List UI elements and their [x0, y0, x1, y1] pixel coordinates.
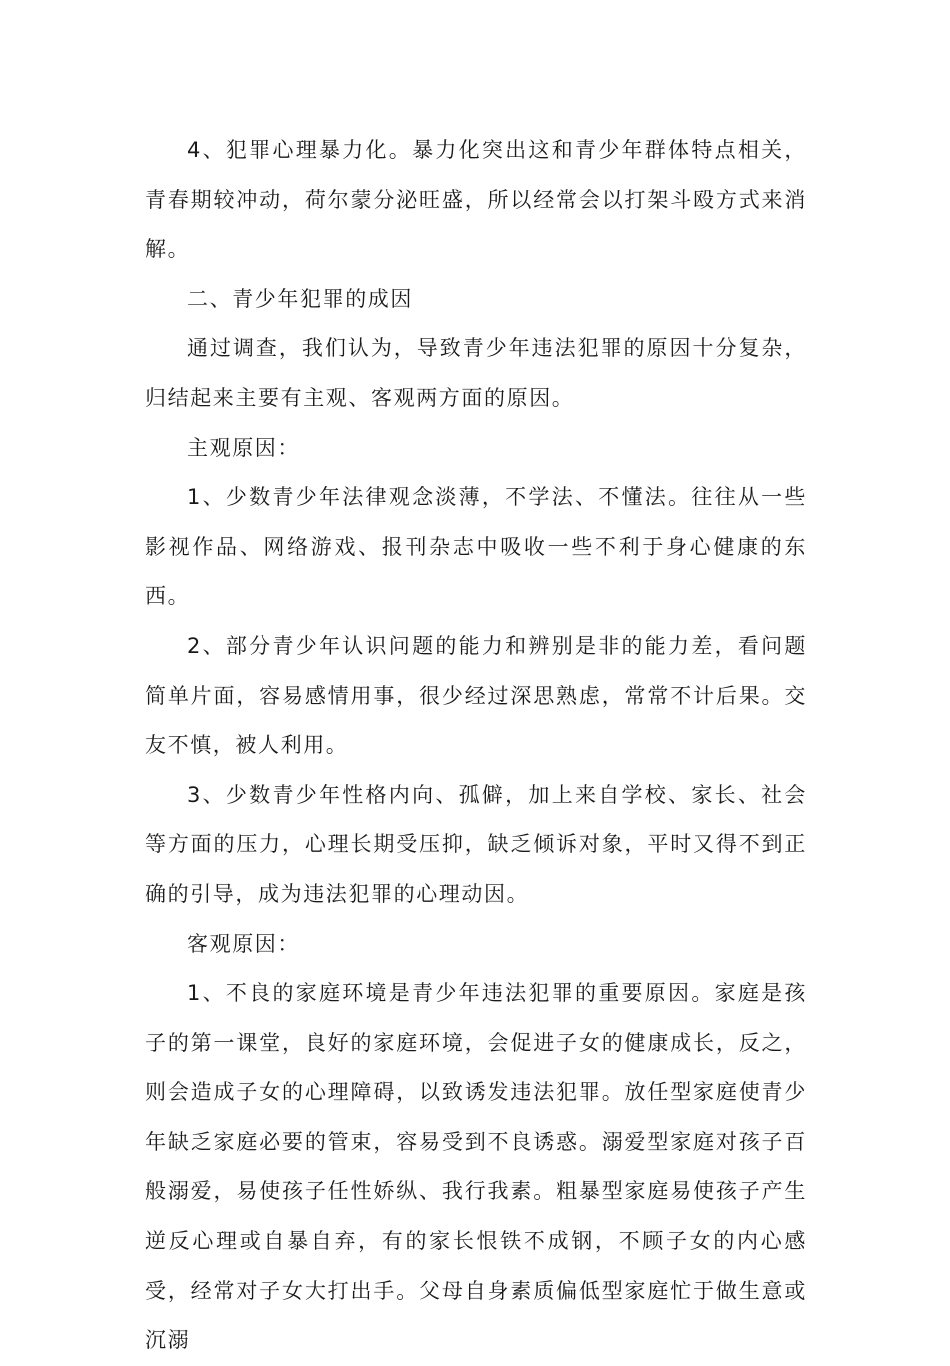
document-body: [145, 126, 807, 1366]
section-heading-causes: 二、青少年犯罪的成因: [187, 286, 413, 311]
paragraph-causes-intro: 通过调查，我们认为，导致青少年违法犯罪的原因十分复杂，归结起来主要有主观、客观两方面的原因。: [145, 336, 807, 410]
paragraph-subjective-2: 2、部分青少年认识问题的能力和辨别是非的能力差，看问题简单片面，容易感情用事，很少经过深思熟虑，常常不计后果。交友不慎，被人利用。: [145, 633, 807, 758]
subheading-subjective-causes: 主观原因：: [187, 435, 300, 460]
paragraph-crime-violence: 4、犯罪心理暴力化。暴力化突出这和青少年群体特点相关，青春期较冲动，荷尔蒙分泌旺盛，所以经常会以打架斗殴方式来消解。: [145, 138, 807, 262]
paragraph-subjective-1: 1、少数青少年法律观念淡薄，不学法、不懂法。往往从一些影视作品、网络游戏、报刊杂志中吸收一些不利于身心健康的东西。: [145, 485, 807, 609]
paragraph-objective-1: 1、不良的家庭环境是青少年违法犯罪的重要原因。家庭是孩子的第一课堂，良好的家庭环境，会促进子女的健康成长，反之，则会造成子女的心理障碍，以致诱发违法犯罪。放任型家庭使青少年缺乏家庭必要的管束，容易受到不良诱惑。溺爱型家庭对孩子百般溺爱，易使孩子任性娇纵、我行我素。粗暴型家庭易使孩子产生逆反心理或自暴自弃，有的家长恨铁不成钢，不顾子女的内心感受，经常对子女大打出手。父母自身素质偏低型家庭忙于做生意或沉溺: [145, 981, 807, 1353]
paragraph-subjective-3: 3、少数青少年性格内向、孤僻，加上来自学校、家长、社会等方面的压力，心理长期受压抑，缺乏倾诉对象，平时又得不到正确的引导，成为违法犯罪的心理动因。: [145, 782, 807, 906]
subheading-objective-causes: 客观原因：: [187, 931, 300, 956]
